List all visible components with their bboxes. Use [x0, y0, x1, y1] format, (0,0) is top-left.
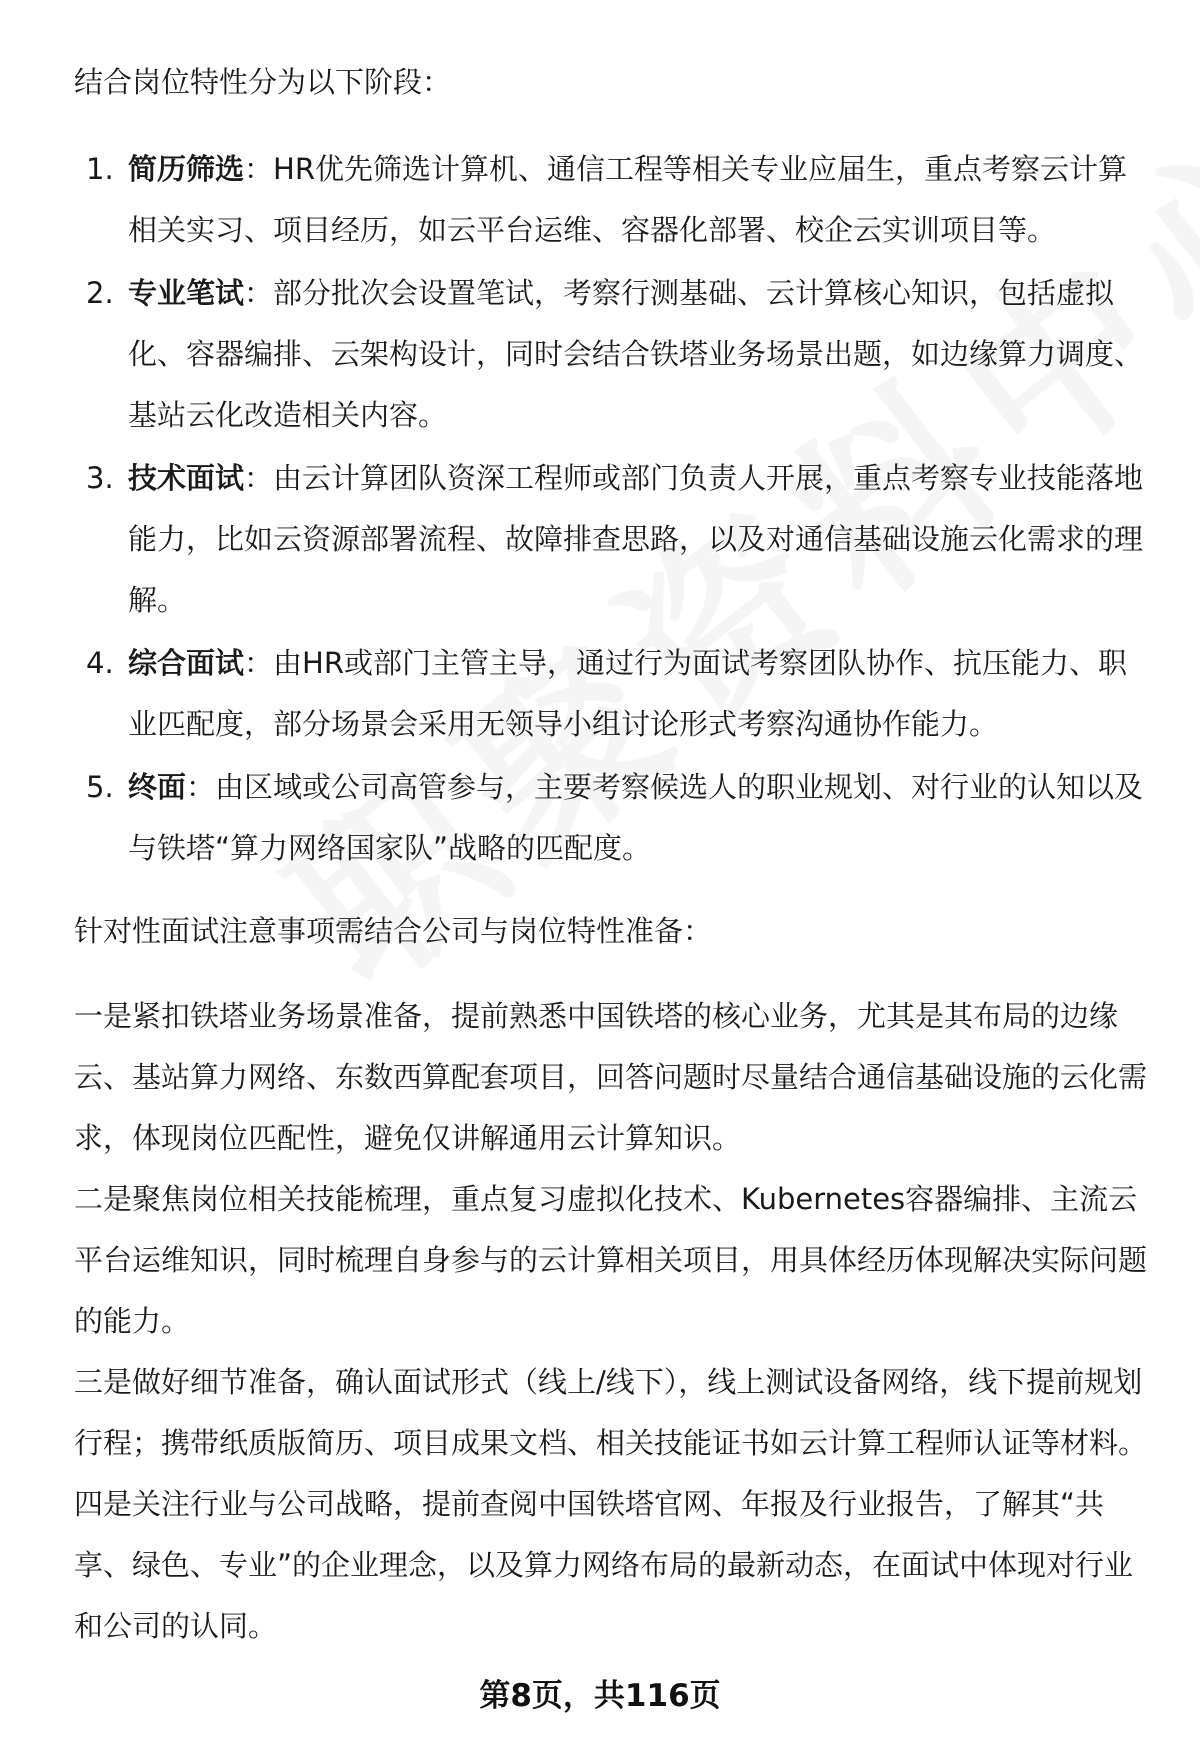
list-item	[74, 139, 1154, 261]
note-paragraph: 二是聚焦岗位相关技能梳理，重点复习虚拟化技术、Kubernetes容器编排、主流云平台运维知识，同时梳理自身参与的云计算相关项目，用具体经历体现解决实际问题的能力。	[74, 1182, 1148, 1338]
stage-term: 综合面试	[128, 646, 245, 680]
list-item	[74, 263, 1154, 446]
stage-description: ：由HR或部门主管主导，通过行为面试考察团队协作、抗压能力、职业匹配度，部分场景会采用无领导小组讨论形式考察沟通协作能力。	[128, 646, 1127, 741]
page-number-footer: 第8页，共116页	[479, 1678, 721, 1714]
list-number: 2.	[86, 276, 114, 310]
document-body	[74, 52, 1154, 1657]
note-paragraph: 四是关注行业与公司战略，提前查阅中国铁塔官网、年报及行业报告，了解其“共享、绿色、专业”的企业理念，以及算力网络布局的最新动态，在面试中体现对行业和公司的认同。	[74, 1487, 1134, 1643]
notes-heading: 针对性面试注意事项需结合公司与岗位特性准备：	[74, 914, 713, 948]
list-number: 1.	[86, 152, 114, 186]
list-number: 3.	[86, 461, 114, 495]
list-number: 5.	[86, 770, 114, 804]
stage-description: ：部分批次会设置笔试，考察行测基础、云计算核心知识，包括虚拟化、容器编排、云架构设计，同时会结合铁塔业务场景出题，如边缘算力调度、基站云化改造相关内容。	[128, 276, 1144, 432]
stage-description: ：HR优先筛选计算机、通信工程等相关专业应届生，重点考察云计算相关实习、项目经历，如云平台运维、容器化部署、校企云实训项目等。	[128, 152, 1127, 247]
stage-term: 技术面试	[128, 461, 245, 495]
stage-term: 专业笔试	[128, 276, 245, 310]
stage-description: ：由云计算团队资深工程师或部门负责人开展，重点考察专业技能落地能力，比如云资源部署流程、故障排查思路，以及对通信基础设施云化需求的理解。	[128, 461, 1144, 617]
note-paragraph: 三是做好细节准备，确认面试形式（线上/线下），线上测试设备网络，线下提前规划行程；携带纸质版简历、项目成果文档、相关技能证书如云计算工程师认证等材料。	[74, 1365, 1148, 1460]
list-number: 4.	[86, 646, 114, 680]
note-paragraph: 一是紧扣铁塔业务场景准备，提前熟悉中国铁塔的核心业务，尤其是其布局的边缘云、基站算力网络、东数西算配套项目，回答问题时尽量结合通信基础设施的云化需求，体现岗位匹配性，避免仅讲解通用云计算知识。	[74, 999, 1148, 1155]
stage-term: 简历筛选	[128, 152, 245, 186]
list-item	[74, 448, 1154, 631]
stage-description: ：由区域或公司高管参与，主要考察候选人的职业规划、对行业的认知以及与铁塔“算力网络国家队”战略的匹配度。	[128, 770, 1144, 865]
stages-list	[74, 139, 1154, 879]
list-item	[74, 633, 1154, 755]
stage-term: 终面	[128, 770, 187, 804]
intro-text: 结合岗位特性分为以下阶段：	[74, 65, 452, 99]
list-item	[74, 757, 1154, 879]
